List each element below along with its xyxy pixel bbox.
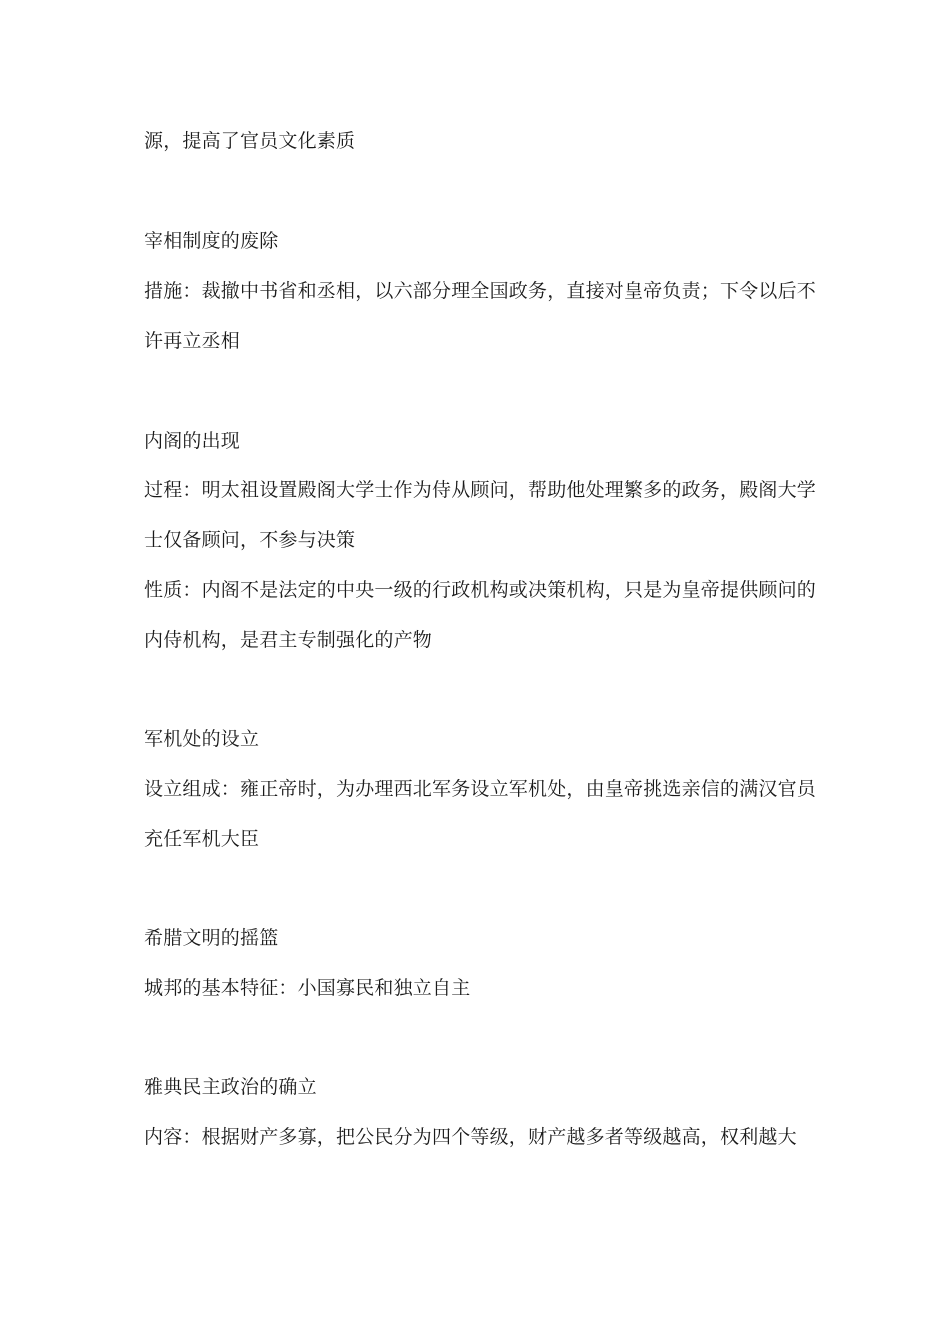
text-line: 城邦的基本特征：小国寡民和独立自主 xyxy=(144,977,471,999)
text-line: 性质：内阁不是法定的中央一级的行政机构或决策机构，只是为皇帝提供顾问的 xyxy=(144,579,817,601)
section-heading: 军机处的设立 xyxy=(144,728,260,750)
text-line: 内容：根据财产多寡，把公民分为四个等级，财产越多者等级越高，权利越大 xyxy=(144,1126,797,1148)
text-line: 士仅备顾问，不参与决策 xyxy=(144,529,356,551)
text-line: 设立组成：雍正帝时，为办理西北军务设立军机处，由皇帝挑选亲信的满汉官员 xyxy=(144,778,817,800)
text-line: 充任军机大臣 xyxy=(144,828,260,850)
section-heading: 宰相制度的废除 xyxy=(144,230,279,252)
section-heading: 希腊文明的摇篮 xyxy=(144,927,279,949)
text-line: 许再立丞相 xyxy=(144,330,241,352)
text-line: 措施：裁撤中书省和丞相，以六部分理全国政务，直接对皇帝负责；下令以后不 xyxy=(144,280,817,302)
section-heading: 内阁的出现 xyxy=(144,430,241,452)
section-heading: 雅典民主政治的确立 xyxy=(144,1076,317,1098)
text-line: 过程：明太祖设置殿阁大学士作为侍从顾问，帮助他处理繁多的政务，殿阁大学 xyxy=(144,479,817,501)
text-line: 源，提高了官员文化素质 xyxy=(144,130,356,152)
text-line: 内侍机构，是君主专制强化的产物 xyxy=(144,629,433,651)
